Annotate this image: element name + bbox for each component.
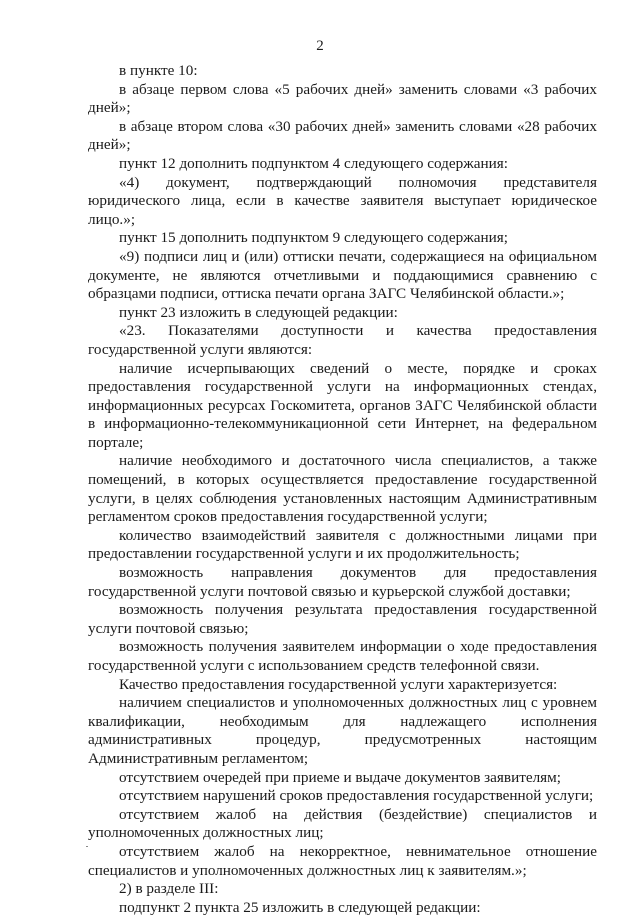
paragraph-15: возможность получения заявителем информации о ходе предоставления государственной услуги с использованием средств телефонной связи. — [88, 638, 597, 674]
paragraph-23: подпункт 2 пункта 25 изложить в следующей редакции: — [119, 898, 481, 916]
paragraph-17: наличием специалистов и уполномоченных должностных лиц с уровнем квалификации, необходимым для надлежащего исполнения административных процедур, предусмотренных настоящим Административным регламентом; — [88, 694, 597, 767]
paragraph-20: отсутствием жалоб на действия (бездействие) специалистов и уполномоченных должностных лиц; — [88, 805, 597, 842]
paragraph-13: возможность направления документов для предоставления государственной услуги почтовой связью и курьерской службой доставки; — [88, 564, 597, 600]
paragraph-21: отсутствием жалоб на некорректное, невнимательное отношение специалистов и уполномоченных должностных лиц к заявителям.»; — [88, 842, 597, 879]
page-number: 2 — [316, 38, 324, 54]
paragraph-10: наличие исчерпывающих сведений о месте, порядке и сроках предоставления государственной услуги на информационных стендах, информационных ресурсах Госкомитета, органов ЗАГС Челябинской области в информационно-телекоммуникационной сети Интернет, на федеральном портале; — [88, 359, 597, 451]
paragraph-14: возможность получения результата предоставления государственной услуги почтовой связью; — [88, 601, 597, 637]
paragraph-9: «23. Показателями доступности и качества предоставления государственной услуги являются: — [88, 322, 597, 358]
paragraph-22: 2) в разделе III: — [119, 880, 219, 898]
paragraph-19: отсутствием нарушений сроков предоставления государственной услуги; — [119, 787, 594, 805]
paragraph-5: «4) документ, подтверждающий полномочия представителя юридического лица, если в качестве заявителя выступает юридическое лицо.»; — [88, 173, 597, 228]
paragraph-18: отсутствием очередей при приеме и выдаче документов заявителям; — [119, 768, 561, 786]
paragraph-2: в абзаце первом слова «5 рабочих дней» заменить словами «3 рабочих дней»; — [88, 80, 597, 117]
paragraph-8: пункт 23 изложить в следующей редакции: — [119, 303, 398, 321]
paragraph-1: в пункте 10: — [119, 62, 198, 79]
paragraph-6: пункт 15 дополнить подпунктом 9 следующего содержания; — [119, 229, 508, 247]
paragraph-3: в абзаце втором слова «30 рабочих дней» заменить словами «28 рабочих дней»; — [88, 117, 597, 154]
paragraph-7: «9) подписи лиц и (или) оттиски печати, содержащиеся на официальном документе, не являются отчетливыми и поддающимися сравнению с образцами подписи, оттиска печати органа ЗАГС Челябинской области.»; — [88, 247, 597, 303]
paragraph-11: наличие необходимого и достаточного числа специалистов, а также помещений, в которых осуществляется предоставление государственной услуги, в целях соблюдения установленных настоящим Административным регламентом сроков предоставления государственной услуги; — [88, 452, 597, 526]
paragraph-4: пункт 12 дополнить подпунктом 4 следующего содержания: — [119, 154, 508, 172]
paragraph-16: Качество предоставления государственной услуги характеризуется: — [119, 675, 558, 693]
paragraph-12: количество взаимодействий заявителя с должностными лицами при предоставлении государственной услуги и их продолжительность; — [88, 526, 597, 563]
document-body — [88, 62, 597, 917]
scan-speck — [86, 846, 88, 847]
